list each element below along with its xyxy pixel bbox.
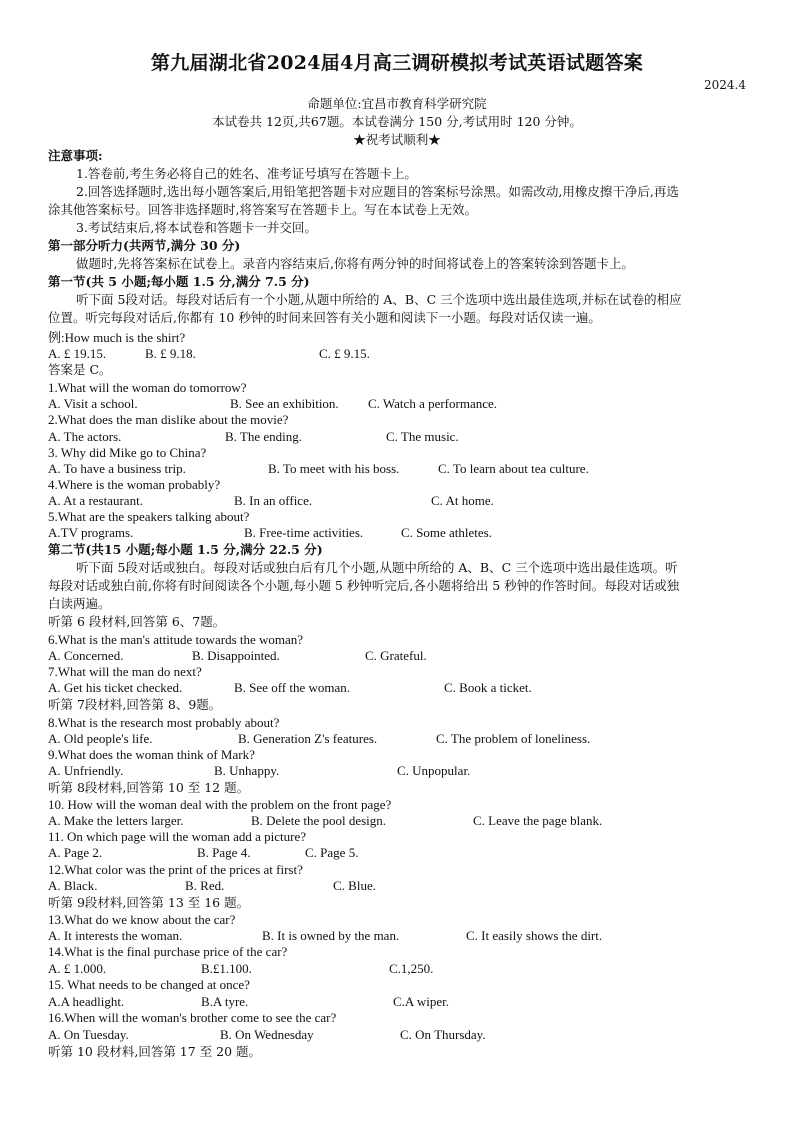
part1-title: 第一部分听力(共两节,满分 30 分) [48,238,241,253]
material-7-instruction: 听第 7段材料,回答第 8、9题。 [48,697,222,712]
option-b: B. Free-time activities. [244,525,364,540]
option-b: B. The ending. [225,429,303,444]
question-13: 13.What do we know about the car? [48,912,236,927]
option-c: C. On Thursday. [400,1027,486,1042]
option-a: A. Visit a school. [48,396,138,411]
section1-desc: 听下面 5段对话。每段对话后有一个小题,从题中所给的 A、B、C 三个选项中选出最佳选项,并标在试卷的相应 [76,292,682,307]
option-c: C. The music. [386,429,459,444]
option-b: B. To meet with his boss. [268,461,400,476]
notice-item-3: 3.考试结束后,将本试卷和答题卡一并交回。 [76,220,317,235]
option-b: B. It is owned by the man. [262,928,400,943]
question-4: 4.Where is the woman probably? [48,477,221,492]
question-11: 11. On which page will the woman add a picture? [48,829,306,844]
exam-date: 2024.4 [704,78,746,92]
option-c: C. The problem of loneliness. [436,731,591,746]
option-c: C. To learn about tea culture. [438,461,589,476]
option-b: B. See an exhibition. [230,396,339,411]
good-luck-line: ★祝考试顺利★ [353,132,441,147]
question-15: 15. What needs to be changed at once? [48,977,250,992]
option-c: C.1,250. [389,961,434,976]
material-9-instruction: 听第 9段材料,回答第 13 至 16 题。 [48,895,250,910]
notice-item-2-cont: 涂其他答案标号。回答非选择题时,将答案写在答题卡上。写在本试卷上无效。 [48,202,477,217]
question-2: 2.What does the man dislike about the movie? [48,412,289,427]
option-b: B. Unhappy. [214,763,280,778]
notice-item-1: 1.答卷前,考生务必将自己的姓名、准考证号填写在答题卡上。 [76,166,417,181]
question-5: 5.What are the speakers talking about? [48,509,250,524]
example-question: 例:How much is the shirt? [48,330,186,345]
option-c: C. Unpopular. [397,763,471,778]
option-a: A.TV programs. [48,525,134,540]
question-12: 12.What color was the print of the prices at first? [48,862,303,877]
option-c: C. It easily shows the dirt. [466,928,603,943]
option-a: A. Black. [48,878,98,893]
option-b: B. In an office. [234,493,313,508]
option-a: A. On Tuesday. [48,1027,129,1042]
question-9: 9.What does the woman think of Mark? [48,747,255,762]
example-option-b: B. £ 9.18. [145,346,196,361]
option-c: C. At home. [431,493,494,508]
option-a: A. Unfriendly. [48,763,124,778]
option-a: A. The actors. [48,429,122,444]
question-14: 14.What is the final purchase price of the car? [48,944,288,959]
question-1: 1.What will the woman do tomorrow? [48,380,247,395]
author-unit: 命题单位:宜昌市教育科学研究院 [307,96,487,111]
exam-info: 本试卷共 12页,共67题。本试卷满分 150 分,考试用时 120 分钟。 [212,114,582,129]
option-a: A. Make the letters larger. [48,813,184,828]
option-b: B. Disappointed. [192,648,280,663]
option-b: B. See off the woman. [234,680,351,695]
option-c: C. Page 5. [305,845,359,860]
section2-desc: 听下面 5段对话或独白。每段对话或独白后有几个小题,从题中所给的 A、B、C 三个选项中选出最佳选项。听 [76,560,678,575]
option-b: B. Page 4. [197,845,251,860]
question-8: 8.What is the research most probably about? [48,715,280,730]
section1-title: 第一节(共 5 小题;每小题 1.5 分,满分 7.5 分) [48,274,310,289]
question-3: 3. Why did Mike go to China? [48,445,207,460]
option-b: B. Delete the pool design. [251,813,387,828]
option-a: A. To have a business trip. [48,461,186,476]
section2-title: 第二节(共15 小题;每小题 1.5 分,满分 22.5 分) [48,542,323,557]
option-a: A.A headlight. [48,994,125,1009]
option-a: A. Page 2. [48,845,103,860]
option-b: B. Red. [185,878,225,893]
option-b: B.£1.100. [201,961,252,976]
option-b: B. On Wednesday [220,1027,314,1042]
example-option-c: C. £ 9.15. [319,346,370,361]
section1-desc-cont: 位置。听完每段对话后,你都有 10 秒钟的时间来回答有关小题和阅读下一小题。每段对话仅读一遍。 [48,310,601,325]
part1-desc: 做题时,先将答案标在试卷上。录音内容结束后,你将有两分钟的时间将试卷上的答案转涂到答题卡上。 [76,256,634,271]
example-answer: 答案是 C。 [48,362,112,377]
question-7: 7.What will the man do next? [48,664,202,679]
option-a: A. Get his ticket checked. [48,680,183,695]
notice-title: 注意事项: [48,148,103,163]
question-16: 16.When will the woman's brother come to see the car? [48,1010,337,1025]
question-6: 6.What is the man's attitude towards the woman? [48,632,304,647]
option-c: C. Book a ticket. [444,680,532,695]
section2-desc-cont: 每段对话或独白前,你将有时间阅读各个小题,每小题 5 秒钟听完后,各小题将给出 5 秒钟的作答时间。每段对话或独 [48,578,680,593]
question-10: 10. How will the woman deal with the problem on the front page? [48,797,392,812]
option-a: A. £ 1.000. [48,961,107,976]
option-c: C. Leave the page blank. [473,813,603,828]
example-option-a: A. £ 19.15. [48,346,107,361]
option-c: C. Grateful. [365,648,427,663]
material-6-instruction: 听第 6 段材料,回答第 6、7题。 [48,614,226,629]
option-c: C. Blue. [333,878,376,893]
page-title: 第九届湖北省2024届4月高三调研模拟考试英语试题答案 [150,52,644,74]
option-b: B. Generation Z's features. [238,731,378,746]
option-c: C. Watch a performance. [368,396,498,411]
option-b: B.A tyre. [201,994,249,1009]
option-c: C.A wiper. [393,994,449,1009]
section2-desc-end: 白读两遍。 [48,596,111,611]
option-a: A. Old people's life. [48,731,153,746]
option-a: A. At a restaurant. [48,493,143,508]
option-a: A. It interests the woman. [48,928,183,943]
option-a: A. Concerned. [48,648,124,663]
material-8-instruction: 听第 8段材料,回答第 10 至 12 题。 [48,780,250,795]
material-10-instruction: 听第 10 段材料,回答第 17 至 20 题。 [48,1044,262,1059]
option-c: C. Some athletes. [401,525,492,540]
notice-item-2: 2.回答选择题时,选出每小题答案后,用铅笔把答题卡对应题目的答案标号涂黑。如需改动,用橡皮擦干净后,再选 [76,184,679,199]
